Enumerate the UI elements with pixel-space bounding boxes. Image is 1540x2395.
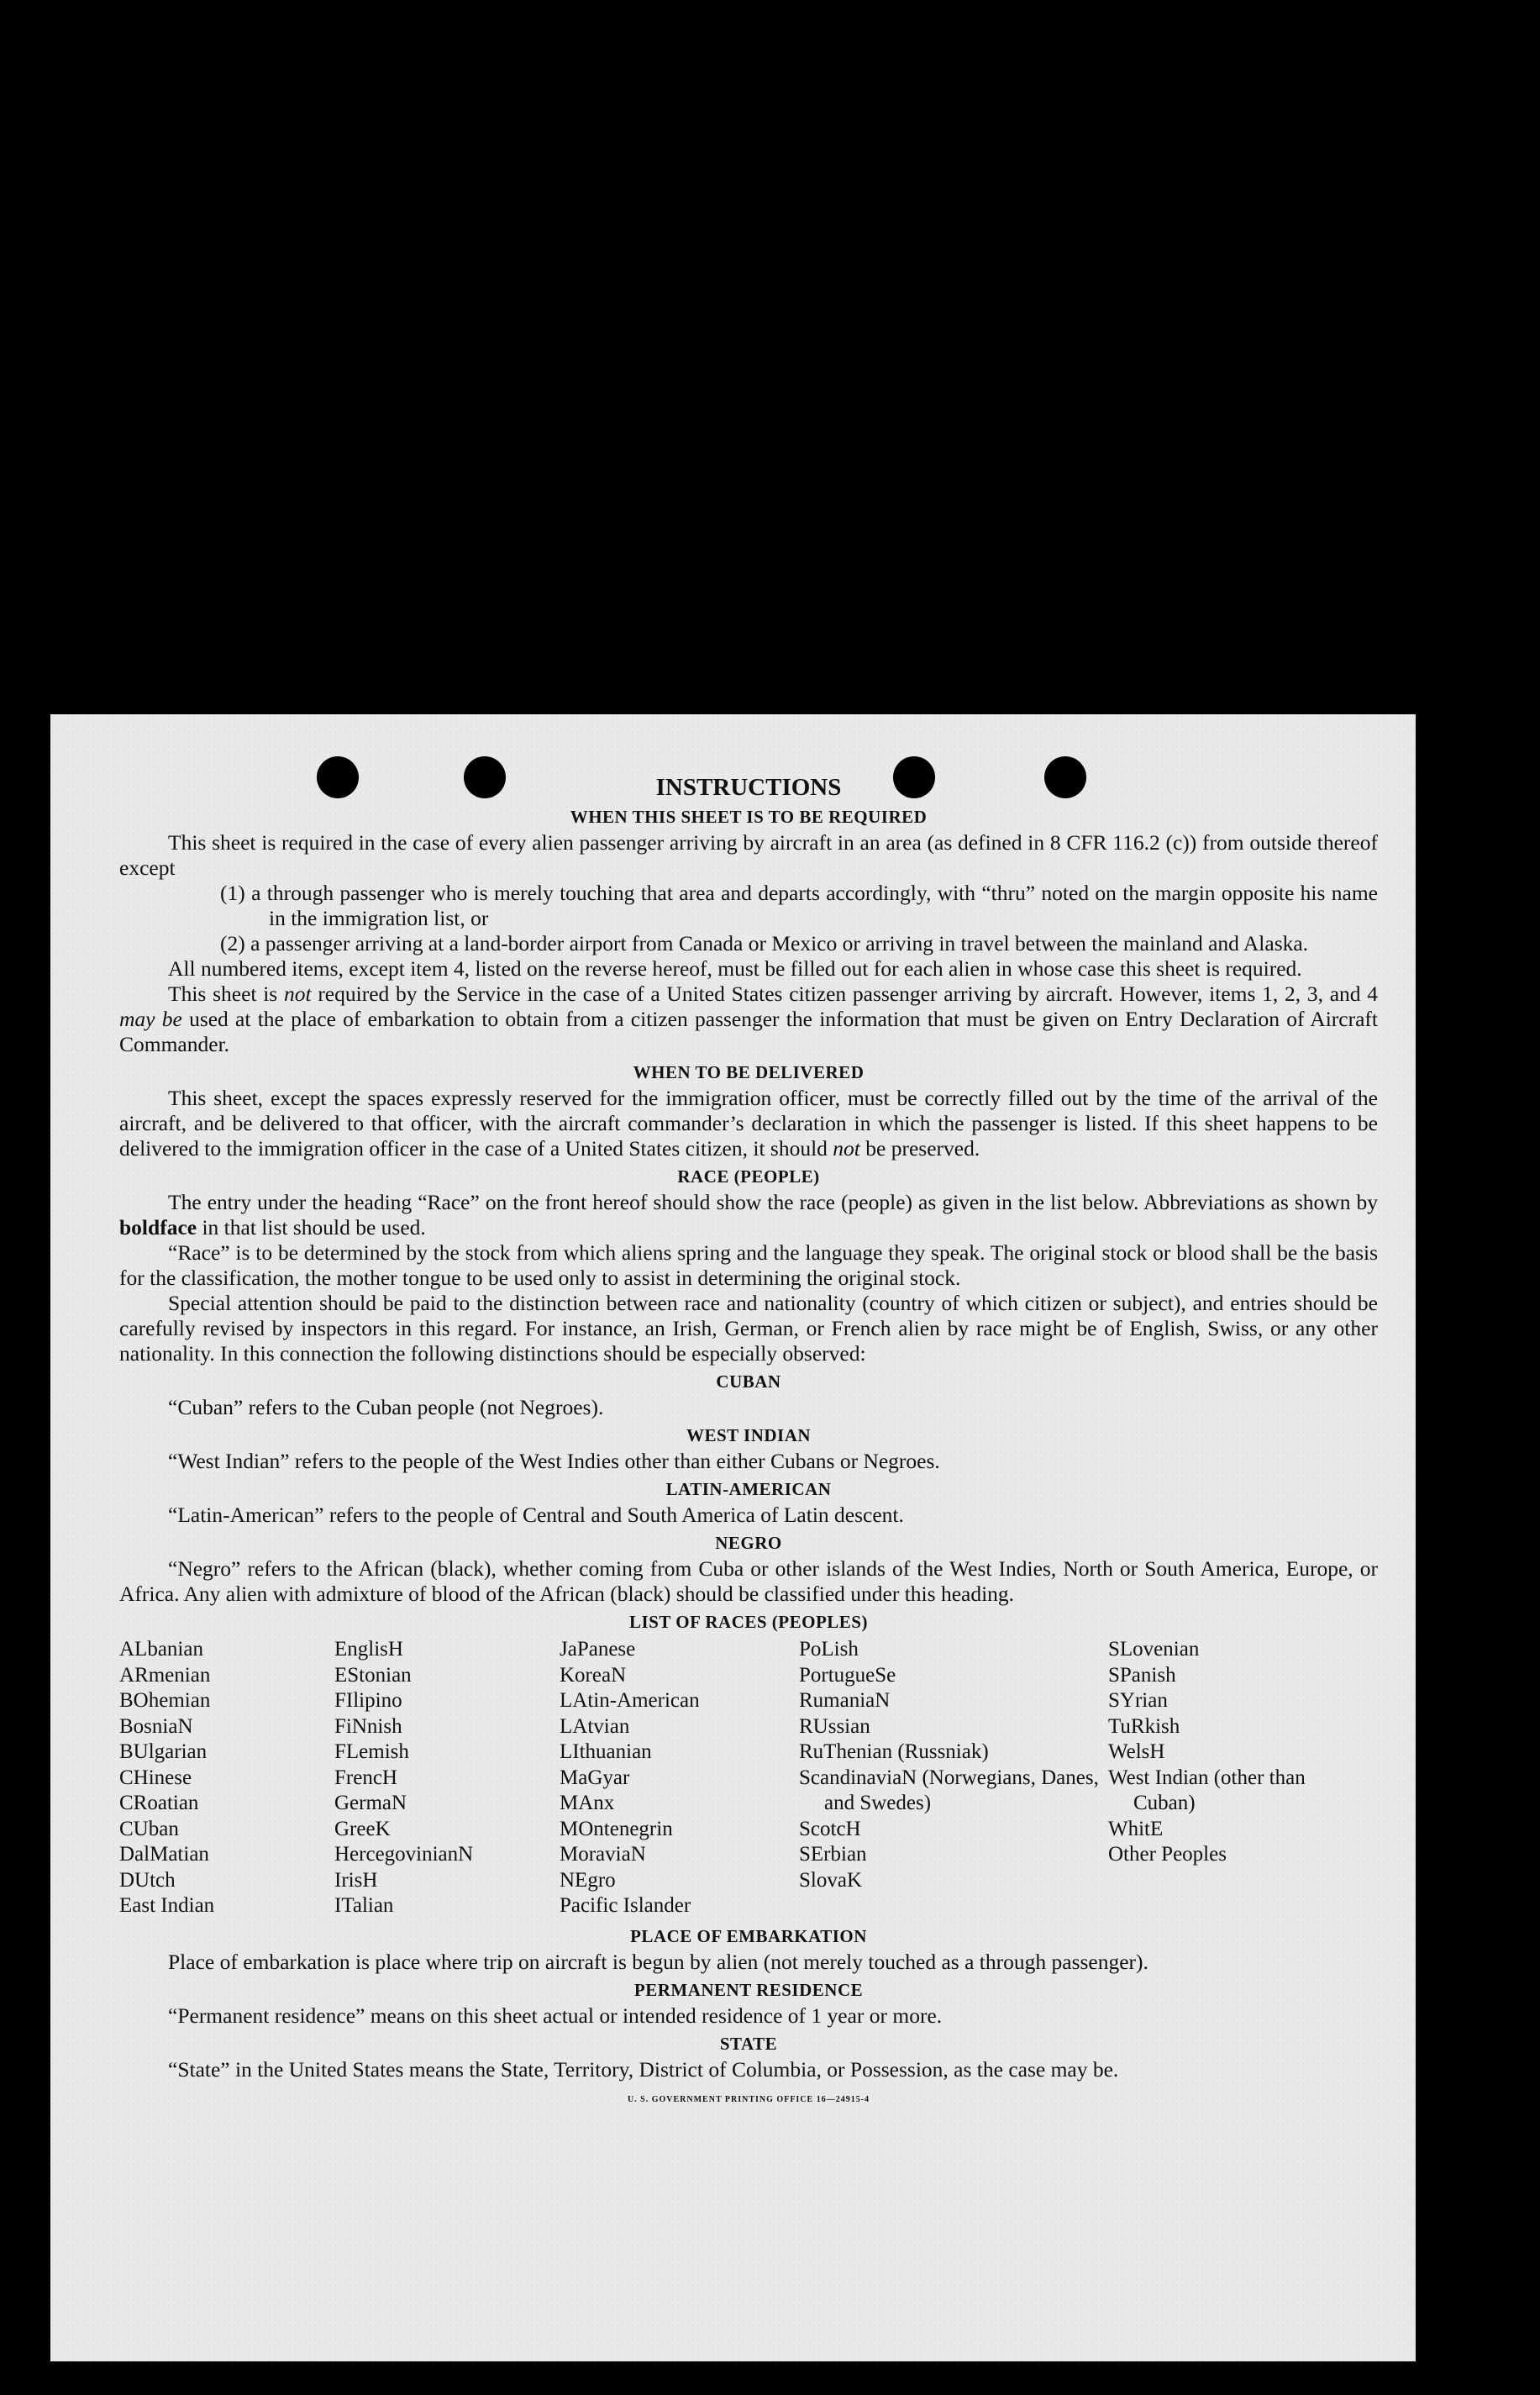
race-entry: ARmenian	[119, 1663, 211, 1687]
race-entry: EStonian	[334, 1663, 412, 1687]
west-indian-definition: “West Indian” refers to the people of the West Indies other than either Cubans or Negroes.	[168, 1449, 940, 1473]
race-entry: Pacific Islander	[560, 1894, 691, 1917]
race-entry: EnglisH	[334, 1638, 403, 1661]
race-entry: MOntenegrin	[560, 1817, 673, 1840]
race-paragraph-1	[119, 1190, 1378, 1240]
race-entry: BOhemian	[119, 1689, 211, 1712]
race-entry: Other Peoples	[1108, 1843, 1227, 1866]
race-entry: BUlgarian	[119, 1740, 208, 1763]
race-entry: WelsH	[1108, 1740, 1165, 1763]
text-run: required by the Service in the case of a United States citizen passenger arriving by aircraft. However, items 1, 2, 3, and 4	[318, 982, 1379, 1006]
race-entry: CUban	[119, 1817, 179, 1840]
section-heading-required: WHEN THIS SHEET IS TO BE REQUIRED	[570, 807, 928, 827]
race-entry: MAnx	[560, 1792, 615, 1814]
race-entry: ScotcH	[799, 1817, 861, 1840]
required-intro: This sheet is required in the case of every alien passenger arriving by aircraft in an area (as defined in 8 CFR 116.2 (c)) from outside thereof except	[119, 830, 1378, 880]
race-entry: DUtch	[119, 1868, 176, 1892]
exception-item-1: (1) a through passenger who is merely touching that area and departs accordingly, with “thru” noted on the margin opposite his name in the immigration list, or	[220, 881, 1378, 930]
text-run: The entry under the heading “Race” on the front hereof should show the race (people) as given in the list below. Abbreviations as shown by	[168, 1190, 1378, 1214]
race-entry: East Indian	[119, 1894, 215, 1917]
race-entry: DalMatian	[119, 1843, 209, 1866]
section-heading-cuban: CUBAN	[716, 1371, 781, 1392]
races-column	[119, 1637, 334, 1919]
race-entry: CHinese	[119, 1766, 192, 1789]
state-definition: “State” in the United States means the State, Territory, District of Columbia, or Possession, as the case may be.	[168, 2056, 1119, 2082]
race-entry: ITalian	[334, 1894, 394, 1917]
page-title: INSTRUCTIONS	[655, 774, 842, 801]
race-entry: RuThenian (Russniak)	[799, 1740, 989, 1763]
race-entry: LAtin-American	[560, 1689, 700, 1712]
race-entry: PortugueSe	[799, 1663, 896, 1687]
race-entry: CRoatian	[119, 1792, 199, 1814]
race-entry: BosniaN	[119, 1714, 193, 1738]
section-heading-state: STATE	[719, 2033, 778, 2054]
race-entry: FiNnish	[334, 1714, 402, 1738]
emphasis-not: not	[833, 1136, 860, 1161]
race-entry: SYrian	[1108, 1689, 1168, 1712]
races-column	[560, 1637, 799, 1919]
emphasis-may-be: may be	[119, 1007, 182, 1031]
section-heading-races-list: LIST OF RACES (PEOPLES)	[629, 1612, 868, 1632]
race-entry: IrisH	[334, 1868, 378, 1892]
race-entry: SlovaK	[799, 1868, 862, 1892]
races-column	[334, 1637, 560, 1919]
race-entry: TuRkish	[1108, 1714, 1180, 1738]
race-entry: HercegovinianN	[334, 1843, 474, 1866]
race-entry: SPanish	[1108, 1663, 1176, 1687]
required-paragraph-2: All numbered items, except item 4, listed on the reverse hereof, must be filled out for each alien in whose case this sheet is required.	[168, 956, 1302, 981]
permanent-residence-definition: “Permanent residence” means on this sheet actual or intended residence of 1 year or more.	[168, 2003, 943, 2028]
negro-definition: “Negro” refers to the African (black), whether coming from Cuba or other islands of the West Indies, North or South America, Europe, or Africa. Any alien with admixture of blood of the African (black) should be classified under this heading.	[119, 1556, 1378, 1606]
text-run: This sheet, except the spaces expressly reserved for the immigration officer, must be correctly filled out by the time of the arrival of the aircraft, and be delivered to that officer, with the aircraft commander’s declaration in which the passenger is listed. If this sheet happens to be delivered to the immigration officer in the case of a United States citizen, it should	[119, 1086, 1378, 1161]
cuban-definition: “Cuban” refers to the Cuban people (not Negroes).	[168, 1395, 604, 1419]
section-heading-negro: NEGRO	[715, 1533, 782, 1553]
latin-american-definition: “Latin-American” refers to the people of Central and South America of Latin descent.	[168, 1503, 904, 1527]
race-entry: GermaN	[334, 1792, 407, 1814]
emphasis-boldface: boldface	[119, 1215, 197, 1240]
race-entry: KoreaN	[560, 1663, 627, 1687]
delivered-paragraph	[119, 1086, 1378, 1161]
race-entry: ALbanian	[119, 1638, 203, 1661]
emphasis-not: not	[283, 982, 312, 1006]
section-heading-west-indian: WEST INDIAN	[686, 1425, 812, 1445]
instructions-content	[119, 773, 1378, 2113]
races-column	[799, 1637, 1108, 1919]
race-entry: RUssian	[799, 1714, 870, 1738]
section-heading-permanent-residence: PERMANENT RESIDENCE	[633, 1979, 864, 2000]
race-entry: MoraviaN	[560, 1843, 646, 1866]
race-entry: LAtvian	[560, 1714, 630, 1738]
section-heading-race: RACE (PEOPLE)	[677, 1166, 820, 1187]
exception-item-2: (2) a passenger arriving at a land-border airport from Canada or Mexico or arriving in travel between the mainland and Alaska.	[220, 931, 1309, 955]
race-entry: NEgro	[560, 1868, 616, 1892]
race-entry: West Indian (other than Cuban)	[1108, 1766, 1306, 1814]
race-entry: LIthuanian	[560, 1740, 652, 1763]
section-heading-delivered: WHEN TO BE DELIVERED	[633, 1062, 865, 1082]
required-paragraph-3	[119, 982, 1378, 1057]
race-entry: RumaniaN	[799, 1689, 891, 1712]
race-entry: MaGyar	[560, 1766, 630, 1789]
document-sheet	[50, 714, 1416, 2361]
race-entry: ScandinaviaN (Norwegians, Danes, and Swedes)	[799, 1766, 1099, 1814]
race-entry: FLemish	[334, 1740, 409, 1763]
text-run: be preserved.	[865, 1136, 980, 1161]
race-paragraph-3: Special attention should be paid to the distinction between race and nationality (country of which citizen or subject), and entries should be carefully revised by inspectors in this regard. For instance, an Irish, German, or French alien by race might be of English, Swiss, or any other nationality. In this connection the following distinctions should be especially observed:	[119, 1291, 1378, 1366]
race-entry: FrencH	[334, 1766, 397, 1789]
embarkation-definition: Place of embarkation is place where trip on aircraft is begun by alien (not merely touched as a through passenger).	[168, 1949, 1148, 1974]
race-entry: WhitE	[1108, 1817, 1164, 1840]
race-entry: SLovenian	[1108, 1638, 1200, 1661]
races-list	[119, 1637, 1378, 1919]
printing-office-footer: U. S. GOVERNMENT PRINTING OFFICE 16—24915-4	[627, 2094, 870, 2104]
race-paragraph-2: “Race” is to be determined by the stock from which aliens spring and the language they speak. The original stock or blood shall be the basis for the classification, the mother tongue to be used only to assist in determining the original stock.	[119, 1240, 1378, 1290]
race-entry: GreeK	[334, 1817, 391, 1840]
race-entry: FIlipino	[334, 1689, 402, 1712]
race-entry: SErbian	[799, 1843, 867, 1866]
races-column	[1108, 1637, 1352, 1919]
text-run: used at the place of embarkation to obtain from a citizen passenger the information that must be given on Entry Declaration of Aircraft Commander.	[119, 1007, 1378, 1056]
text-run: in that list should be used.	[202, 1215, 426, 1240]
section-heading-latin-american: LATIN-AMERICAN	[665, 1479, 832, 1499]
section-heading-embarkation: PLACE OF EMBARKATION	[630, 1925, 867, 1946]
race-entry: PoLish	[799, 1638, 859, 1661]
text-run: This sheet is	[168, 982, 278, 1006]
race-entry: JaPanese	[560, 1638, 636, 1661]
